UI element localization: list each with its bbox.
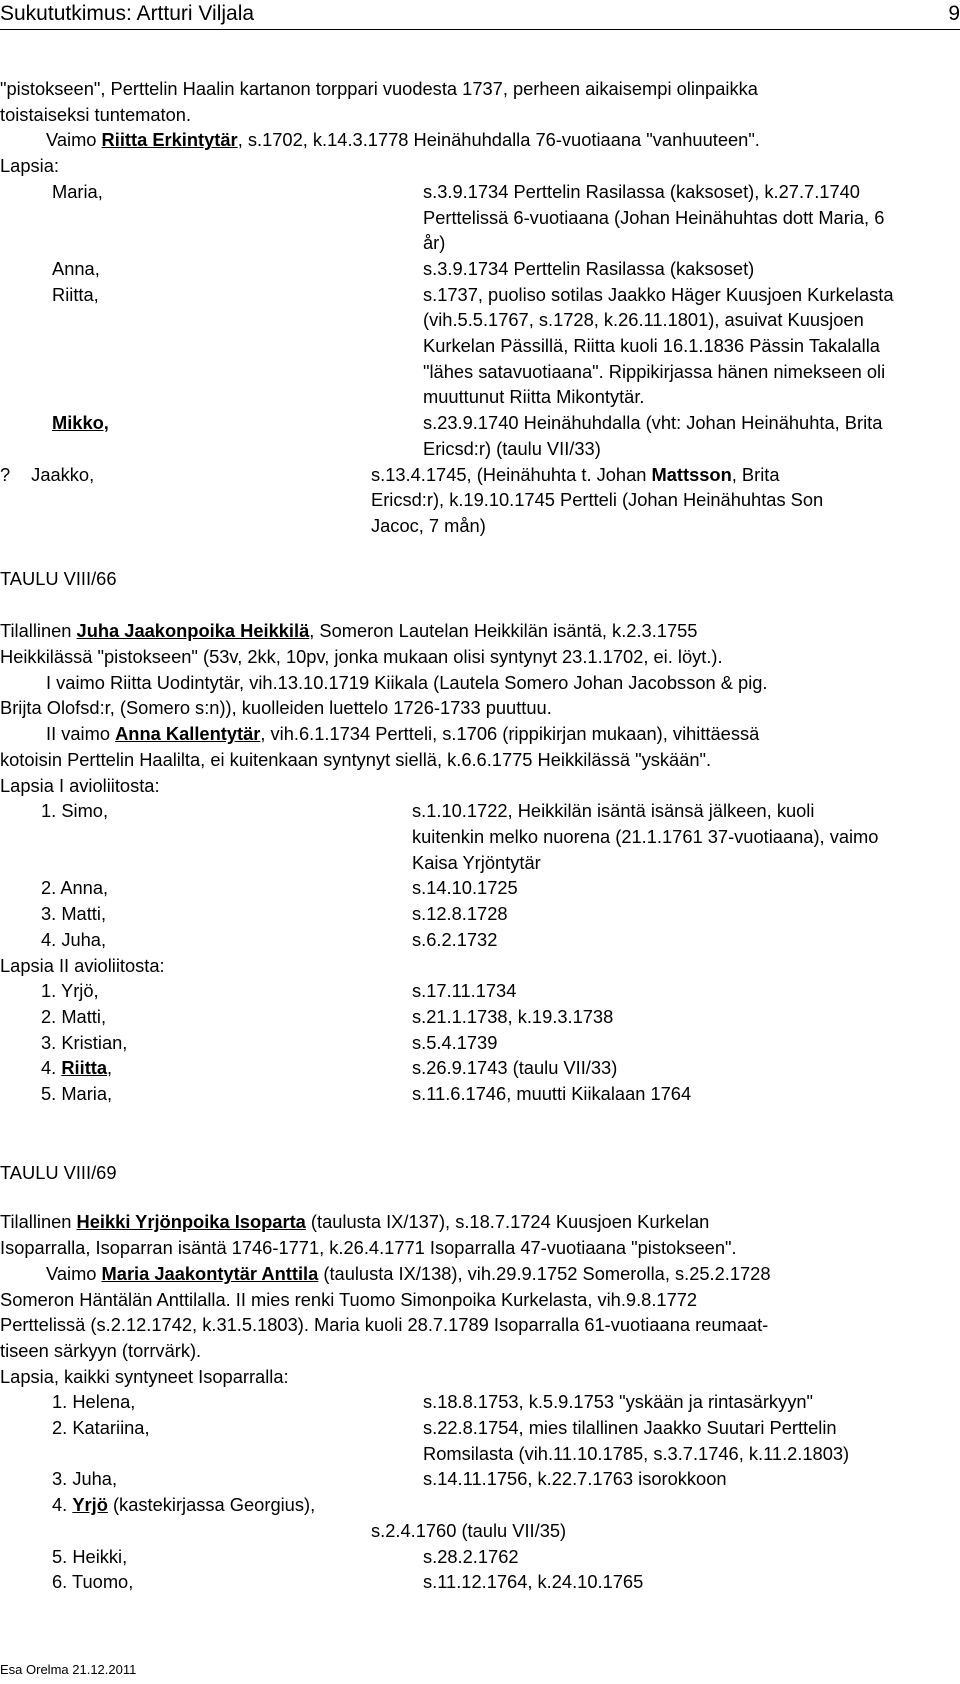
header-title: Sukututkimus: Artturi Viljala [0, 2, 255, 25]
child-number: 4. [52, 1494, 73, 1516]
child-desc: s.26.9.1743 (taulu VII/33) [412, 1057, 618, 1079]
para-line [0, 618, 960, 644]
child-name: Riitta [61, 1057, 108, 1079]
para-line: tiseen särkyyn (torrvärk). [0, 1339, 202, 1361]
child-comma: , [107, 1057, 113, 1079]
spacer [0, 1107, 960, 1160]
person-name: Juha Jaakonpoika Heikkilä [76, 620, 310, 642]
child-name: 2. Katariina, [52, 1417, 150, 1439]
section-2 [0, 566, 960, 1107]
desc-line: kuitenkin melko nuorena (21.1.1761 37-vuotiaana), vaimo [412, 825, 879, 847]
child-row [0, 1389, 960, 1415]
desc-line: Perttelissä 6-vuotiaana (Johan Heinähuhtas dott Maria, 6 [423, 206, 885, 228]
child-name: Mikko, [52, 412, 109, 434]
para-text: Vaimo [46, 1262, 102, 1284]
desc-line: s.3.9.1734 Perttelin Rasilassa (kaksoset), k.27.7.1740 [423, 180, 860, 202]
para-line: Isoparralla, Isoparran isäntä 1746-1771, k.26.4.1771 Isoparralla 47-vuotiaana "pistokseen". [0, 1237, 737, 1259]
child-desc: s.17.11.1734 [412, 980, 517, 1002]
child-row [0, 1004, 960, 1030]
desc-line: Romsilasta (vih.11.10.1785, s.3.7.1746, k.11.2.1803) [423, 1442, 850, 1464]
wife-details: , s.1702, k.14.3.1778 Heinähuhdalla 76-vuotiaana "vanhuuteen". [237, 129, 760, 151]
desc-text: , Brita [731, 463, 780, 485]
child-row [0, 901, 960, 927]
child-desc [412, 798, 960, 875]
desc-line: Ericsd:r) (taulu VII/33) [423, 437, 601, 459]
para-text: , Someron Lautelan Heikkilän isäntä, k.2.3.1755 [309, 620, 698, 642]
child-row [0, 1055, 960, 1081]
para-text: (taulusta IX/137), s.18.7.1724 Kuusjoen Kurkelan [305, 1211, 710, 1233]
para-line [0, 721, 960, 747]
children-label: Lapsia I avioliitosta: [0, 774, 160, 796]
para-text: II vaimo [46, 723, 116, 745]
child-name: Jaakko, [31, 463, 95, 485]
desc-line: muuttunut Riitta Mikontytär. [423, 386, 645, 408]
child-desc [423, 282, 960, 411]
child-row [0, 462, 960, 539]
para-text: (taulusta IX/138), vih.29.9.1752 Somerolla, s.25.2.1728 [318, 1262, 771, 1284]
child-desc: s.28.2.1762 [423, 1545, 519, 1567]
para-line: Heikkilässä "pistokseen" (53v, 2kk, 10pv, jonka mukaan olisi syntynyt 23.1.1702, ei. löyt.). [0, 646, 723, 668]
child-name: 2. Anna, [41, 877, 109, 899]
child-name: 5. Maria, [41, 1083, 113, 1105]
child-name: 6. Tuomo, [52, 1571, 134, 1593]
desc-line: år) [423, 232, 446, 254]
para-line: Brijta Olofsd:r, (Somero s:n)), kuolleiden luettelo 1726-1733 puuttuu. [0, 697, 552, 719]
section-title: TAULU VIII/66 [0, 567, 117, 589]
desc-line: s.1.10.1722, Heikkilän isäntä isänsä jälkeen, kuoli [412, 800, 815, 822]
section-3 [0, 1160, 960, 1595]
child-name: Yrjö [72, 1494, 108, 1516]
wife-line [0, 127, 960, 153]
child-desc: s.14.11.1756, k.22.7.1763 isorokkoon [423, 1468, 727, 1490]
child-desc: s.11.6.1746, muutti Kiikalaan 1764 [412, 1083, 692, 1105]
child-row [0, 1569, 960, 1595]
child-name: 3. Matti, [41, 903, 107, 925]
desc-line: Jacoc, 7 mån) [371, 514, 486, 536]
para-text: , vih.6.1.1734 Pertteli, s.1706 (rippikirjan mukaan), vihittäessä [260, 723, 760, 745]
child-name: 5. Heikki, [52, 1545, 128, 1567]
desc-line: s.22.8.1754, mies tilallinen Jaakko Suutari Perttelin [423, 1417, 837, 1439]
child-name-jaakko [0, 462, 371, 539]
section-title: TAULU VIII/69 [0, 1161, 117, 1183]
desc-line: Kurkelan Pässillä, Riitta kuoli 16.1.1836 Pässin Takalalla [423, 335, 880, 357]
child-desc: s.14.10.1725 [412, 877, 518, 899]
para-line: I vaimo Riitta Uodintytär, vih.13.10.1719 Kiikala (Lautela Somero Johan Jacobsson & pig. [46, 671, 768, 693]
para-line: Someron Häntälän Anttilalla. II mies renki Tuomo Simonpoika Kurkelasta, vih.9.8.1772 [0, 1288, 698, 1310]
section-1 [0, 76, 960, 539]
desc-line: s.3.9.1734 Perttelin Rasilassa (kaksoset) [423, 257, 755, 279]
child-desc: s.11.12.1764, k.24.10.1765 [423, 1571, 644, 1593]
header-rule [0, 29, 960, 30]
child-desc: s.6.2.1732 [412, 928, 498, 950]
wife-name: Riitta Erkintytär [101, 129, 238, 151]
intro-line-1: "pistokseen", Perttelin Haalin kartanon torppari vuodesta 1737, perheen aikaisempi olinpaikka [0, 78, 758, 99]
page-number: 9 [948, 2, 960, 25]
child-row [0, 798, 960, 875]
child-desc [423, 256, 960, 282]
children-label: Lapsia, kaikki syntyneet Isoparralla: [0, 1365, 289, 1387]
page-header [0, 0, 960, 27]
child-name: Anna, [52, 257, 100, 279]
child-row [0, 256, 960, 282]
child-desc: s.12.8.1728 [412, 903, 508, 925]
uncertain-mark: ? [0, 463, 11, 485]
child-row [0, 1081, 960, 1107]
desc-line: s.1737, puoliso sotilas Jaakko Häger Kuusjoen Kurkelasta [423, 283, 894, 305]
child-name: 1. Simo, [41, 800, 109, 822]
child-desc: s.18.8.1753, k.5.9.1753 "yskään ja rintasärkyyn" [423, 1391, 814, 1413]
child-number: 4. [41, 1057, 62, 1079]
child-desc: s.21.1.1738, k.19.3.1738 [412, 1005, 614, 1027]
child-row [0, 1466, 960, 1492]
child-row [0, 927, 960, 953]
child-row [0, 1030, 960, 1056]
child-row [0, 179, 960, 256]
child-row [0, 1415, 960, 1466]
desc-text: s.13.4.1745, (Heinähuhta t. Johan [371, 463, 652, 485]
child-name: 3. Kristian, [41, 1031, 128, 1053]
child-name: 4. Juha, [41, 928, 107, 950]
spacer [0, 539, 960, 566]
para-line [0, 1261, 960, 1287]
para-text: Tilallinen [0, 620, 77, 642]
child-name: Riitta, [52, 283, 99, 305]
children-label: Lapsia: [0, 155, 59, 177]
child-note: (kastekirjassa Georgius), [107, 1494, 316, 1516]
spacer [0, 1518, 371, 1544]
father-surname: Mattsson [651, 463, 732, 485]
para-line [0, 1209, 960, 1235]
intro-line-2: toistaiseksi tuntematon. [0, 103, 192, 125]
desc-line: s.23.9.1740 Heinähuhdalla (vht: Johan Heinähuhta, Brita [423, 412, 883, 434]
page-footer: Esa Orelma 21.12.2011 [0, 1662, 137, 1677]
child-name: 1. Yrjö, [41, 980, 99, 1002]
para-line: kotoisin Perttelin Haalilta, ei kuitenkaan syntynyt siellä, k.6.6.1775 Heikkilässä "yskään". [0, 748, 712, 770]
para-text: Tilallinen [0, 1211, 77, 1233]
child-name-yrjo [0, 1492, 960, 1518]
desc-line: Ericsd:r), k.19.10.1745 Pertteli (Johan Heinähuhtas Son [371, 489, 824, 511]
desc-line: Kaisa Yrjöntytär [412, 851, 541, 873]
child-row [0, 282, 960, 411]
child-desc [423, 1415, 960, 1466]
spacer [0, 1185, 960, 1209]
child-name: 3. Juha, [52, 1468, 118, 1490]
child-row [0, 875, 960, 901]
children-label: Lapsia II avioliitosta: [0, 954, 165, 976]
child-name: 1. Helena, [52, 1391, 136, 1413]
document-body [0, 76, 960, 1595]
desc-line: (vih.5.5.1767, s.1728, k.26.11.1801), asuivat Kuusjoen [423, 309, 864, 331]
spacer [0, 591, 960, 618]
child-desc [371, 462, 960, 539]
wife-prefix: Vaimo [46, 129, 102, 151]
child-row [0, 1544, 960, 1570]
child-name: Maria, [52, 180, 103, 202]
para-line: Perttelissä (s.2.12.1742, k.31.5.1803). Maria kuoli 28.7.1789 Isoparralla 61-vuotiaana reumaat- [0, 1314, 769, 1336]
child-name-riitta [0, 1055, 412, 1081]
child-desc: s.5.4.1739 [412, 1031, 498, 1053]
person-name: Heikki Yrjönpoika Isoparta [76, 1211, 306, 1233]
person-name: Anna Kallentytär [115, 723, 261, 745]
child-desc: s.2.4.1760 (taulu VII/35) [371, 1519, 567, 1541]
child-row [0, 978, 960, 1004]
child-row [0, 1518, 960, 1544]
child-desc [423, 179, 960, 256]
child-name: 2. Matti, [41, 1005, 107, 1027]
child-row [0, 410, 960, 461]
person-name: Maria Jaakontytär Anttila [101, 1262, 319, 1284]
desc-line [371, 462, 960, 488]
child-desc [423, 410, 960, 461]
desc-line: "lähes satavuotiaana". Rippikirjassa hänen nimekseen oli [423, 360, 886, 382]
